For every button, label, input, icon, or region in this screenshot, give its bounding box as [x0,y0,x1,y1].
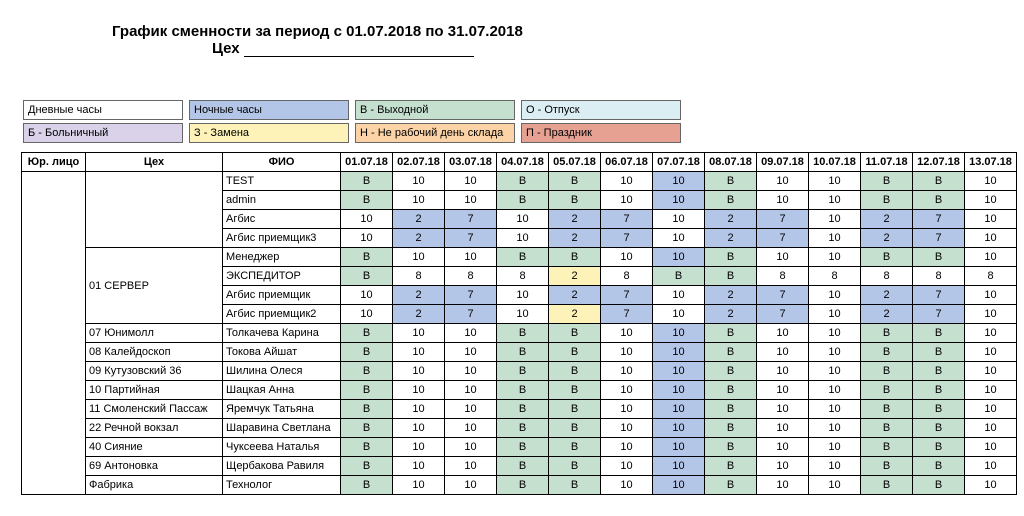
shift-cell[interactable]: В [705,172,757,191]
shift-cell[interactable]: 10 [393,457,445,476]
table-row [22,400,1017,419]
shift-cell[interactable]: В [913,419,965,438]
header-date: 01.07.18 [341,153,393,172]
shift-cell[interactable]: 7 [757,286,809,305]
shift-cell[interactable]: 10 [393,324,445,343]
shift-cell[interactable]: 7 [913,229,965,248]
shift-cell[interactable]: 10 [757,400,809,419]
shift-cell[interactable]: 10 [965,248,1017,267]
shift-cell[interactable]: 10 [965,305,1017,324]
shift-cell[interactable]: В [913,476,965,495]
shift-cell[interactable]: 2 [705,210,757,229]
shift-cell[interactable]: В [705,419,757,438]
shift-cell[interactable]: В [913,438,965,457]
shift-cell[interactable]: 2 [549,229,601,248]
shift-cell[interactable]: В [497,324,549,343]
shift-cell[interactable]: В [913,457,965,476]
title-shop-label: Цех [212,40,240,57]
shift-cell[interactable]: В [861,419,913,438]
shift-cell[interactable]: 2 [861,305,913,324]
fio-cell[interactable]: Шацкая Анна [223,381,341,400]
shift-cell[interactable]: 10 [965,172,1017,191]
header-date: 10.07.18 [809,153,861,172]
shift-cell[interactable]: 10 [757,476,809,495]
shift-cell[interactable]: 7 [445,286,497,305]
shift-cell[interactable]: 10 [809,305,861,324]
shift-cell[interactable]: В [861,191,913,210]
shift-cell[interactable]: В [861,457,913,476]
shift-cell[interactable]: 10 [393,362,445,381]
shift-cell[interactable]: В [861,400,913,419]
shift-cell[interactable]: 2 [393,210,445,229]
shift-cell[interactable]: 8 [445,267,497,286]
shift-cell[interactable]: 7 [601,210,653,229]
shift-cell[interactable]: 2 [393,305,445,324]
shift-cell[interactable]: 10 [653,381,705,400]
shift-cell[interactable]: В [913,172,965,191]
shift-cell[interactable]: 10 [393,400,445,419]
header-date: 04.07.18 [497,153,549,172]
shift-cell[interactable]: В [705,343,757,362]
shift-schedule-table [21,152,1017,495]
shift-cell[interactable]: В [341,438,393,457]
fio-cell[interactable]: Менеджер [223,248,341,267]
shift-cell[interactable]: 10 [601,381,653,400]
shift-cell[interactable]: В [341,267,393,286]
shift-cell[interactable]: 10 [653,324,705,343]
header-shop: Цех [86,153,223,172]
shift-cell[interactable]: 2 [861,210,913,229]
shift-cell[interactable]: 2 [549,267,601,286]
shift-cell[interactable]: 10 [393,381,445,400]
shift-cell[interactable]: 10 [653,210,705,229]
shift-cell[interactable]: 10 [809,457,861,476]
legend-item: Ночные часы [189,100,349,120]
shop-cell[interactable]: 09 Кутузовский 36 [86,362,223,381]
legend-item: Б - Больничный [23,123,183,143]
shift-cell[interactable]: 8 [965,267,1017,286]
shift-cell[interactable]: В [341,191,393,210]
shop-cell[interactable]: 07 Юнимолл [86,324,223,343]
shift-cell[interactable]: 10 [809,343,861,362]
legend-item: О - Отпуск [521,100,681,120]
shift-cell[interactable]: В [913,381,965,400]
shift-cell[interactable]: 10 [653,343,705,362]
shift-cell[interactable]: 10 [757,457,809,476]
shift-cell[interactable]: 10 [445,381,497,400]
report-title [112,23,592,57]
fio-cell[interactable]: admin [223,191,341,210]
shift-cell[interactable]: 8 [757,267,809,286]
shop-cell[interactable]: 40 Сияние [86,438,223,457]
shift-cell[interactable]: В [341,324,393,343]
shift-cell[interactable]: 2 [393,286,445,305]
shift-cell[interactable]: 7 [601,286,653,305]
header-date: 12.07.18 [913,153,965,172]
shift-cell[interactable]: 10 [653,457,705,476]
legend-row [23,100,687,120]
shift-cell[interactable]: 8 [913,267,965,286]
fio-cell[interactable]: Токова Айшат [223,343,341,362]
header-date: 07.07.18 [653,153,705,172]
shift-cell[interactable]: 10 [965,191,1017,210]
shift-cell[interactable]: 10 [809,324,861,343]
shift-cell[interactable]: 10 [965,457,1017,476]
shift-cell[interactable]: 10 [497,210,549,229]
shift-cell[interactable]: 2 [393,229,445,248]
shift-cell[interactable]: В [549,172,601,191]
fio-cell[interactable]: Шаравина Светлана [223,419,341,438]
shift-cell[interactable]: В [497,172,549,191]
shift-cell[interactable]: 10 [653,400,705,419]
shift-cell[interactable]: В [497,248,549,267]
header-date: 06.07.18 [601,153,653,172]
shift-cell[interactable]: В [497,343,549,362]
shift-cell[interactable]: В [549,438,601,457]
legend-item: Н - Не рабочий день склада [355,123,515,143]
shift-cell[interactable]: 8 [809,267,861,286]
header-date: 11.07.18 [861,153,913,172]
shift-cell[interactable]: В [341,381,393,400]
shop-blank-line [244,42,474,57]
header-date: 05.07.18 [549,153,601,172]
table-row [22,438,1017,457]
shift-cell[interactable]: 10 [757,419,809,438]
shift-cell[interactable]: В [913,248,965,267]
shift-cell[interactable]: В [341,419,393,438]
shift-cell[interactable]: 10 [393,343,445,362]
shift-cell[interactable]: 10 [497,229,549,248]
shift-cell[interactable]: 10 [445,400,497,419]
fio-cell[interactable]: Чуксеева Наталья [223,438,341,457]
fio-cell[interactable]: Щербакова Равиля [223,457,341,476]
shift-cell[interactable]: 10 [809,191,861,210]
shift-cell[interactable]: 10 [341,286,393,305]
shift-cell[interactable]: 10 [445,172,497,191]
shift-cell[interactable]: 10 [653,362,705,381]
shift-cell[interactable]: 10 [653,438,705,457]
shift-cell[interactable]: 10 [601,343,653,362]
shift-cell[interactable]: 10 [445,343,497,362]
shift-cell[interactable]: 10 [965,286,1017,305]
header-row [22,153,1017,172]
table-row [22,476,1017,495]
shift-cell[interactable]: 10 [445,324,497,343]
shift-cell[interactable]: В [861,362,913,381]
fio-cell[interactable]: Шилина Олеся [223,362,341,381]
shift-cell[interactable]: 10 [445,248,497,267]
shift-cell[interactable]: 2 [861,229,913,248]
shift-cell[interactable]: 2 [705,305,757,324]
shift-cell[interactable]: 10 [601,172,653,191]
shift-cell[interactable]: В [549,457,601,476]
shift-cell[interactable]: В [861,172,913,191]
shift-cell[interactable]: 10 [809,419,861,438]
shift-cell[interactable]: В [341,362,393,381]
shift-cell[interactable]: 10 [757,438,809,457]
shift-cell[interactable]: В [549,362,601,381]
shift-cell[interactable]: 7 [913,305,965,324]
shift-cell[interactable]: В [341,248,393,267]
fio-cell[interactable]: Агбис приемщик [223,286,341,305]
shift-cell[interactable]: 7 [445,229,497,248]
shop-cell[interactable]: 11 Смоленский Пассаж [86,400,223,419]
shift-cell[interactable]: 2 [705,286,757,305]
shift-cell[interactable]: 10 [393,419,445,438]
shift-cell[interactable]: В [497,191,549,210]
shift-cell[interactable]: В [861,476,913,495]
shop-cell[interactable]: 08 Калейдоскоп [86,343,223,362]
fio-cell[interactable]: TEST [223,172,341,191]
fio-cell[interactable]: Агбис приемщик3 [223,229,341,248]
shift-cell[interactable]: 7 [757,210,809,229]
shift-cell[interactable]: 10 [757,381,809,400]
shift-cell[interactable]: 10 [497,286,549,305]
shift-cell[interactable]: 10 [393,172,445,191]
shift-cell[interactable]: 10 [653,172,705,191]
shift-cell[interactable]: В [549,191,601,210]
shift-cell[interactable]: 7 [445,210,497,229]
shift-cell[interactable]: 10 [445,457,497,476]
table-row [22,172,1017,191]
shift-cell[interactable]: 10 [601,419,653,438]
shift-cell[interactable]: 10 [965,210,1017,229]
shift-cell[interactable]: 10 [653,476,705,495]
shift-cell[interactable]: В [861,324,913,343]
shift-cell[interactable]: 8 [601,267,653,286]
shift-cell[interactable]: 2 [705,229,757,248]
shop-cell[interactable] [86,172,223,248]
shift-cell[interactable]: В [497,362,549,381]
shift-cell[interactable]: В [549,343,601,362]
shift-cell[interactable]: 10 [809,381,861,400]
shop-cell[interactable]: 01 СЕРВЕР [86,248,223,324]
shift-cell[interactable]: 10 [757,343,809,362]
shift-cell[interactable]: 7 [601,229,653,248]
shift-cell[interactable]: 10 [757,191,809,210]
shift-cell[interactable]: 10 [757,172,809,191]
shift-cell[interactable]: В [497,381,549,400]
shift-cell[interactable]: 10 [809,286,861,305]
shift-cell[interactable]: 10 [393,438,445,457]
table-row [22,324,1017,343]
shift-cell[interactable]: 10 [809,400,861,419]
fio-cell[interactable]: Агбис приемщик2 [223,305,341,324]
shift-cell[interactable]: 10 [965,476,1017,495]
shift-cell[interactable]: 2 [549,286,601,305]
fio-cell[interactable]: Толкачева Карина [223,324,341,343]
shift-cell[interactable]: В [549,324,601,343]
shift-cell[interactable]: 8 [497,267,549,286]
shift-cell[interactable]: 7 [757,305,809,324]
shift-cell[interactable]: В [705,191,757,210]
shift-cell[interactable]: В [861,381,913,400]
shift-cell[interactable]: 7 [913,210,965,229]
shift-cell[interactable]: В [497,457,549,476]
shift-cell[interactable]: 10 [601,438,653,457]
shift-cell[interactable]: 2 [549,305,601,324]
shift-cell[interactable]: В [549,419,601,438]
shift-cell[interactable]: 7 [913,286,965,305]
shift-cell[interactable]: 10 [965,400,1017,419]
shift-cell[interactable]: В [497,438,549,457]
shift-cell[interactable]: 10 [757,362,809,381]
fio-cell[interactable]: Технолог [223,476,341,495]
shop-cell[interactable]: 69 Антоновка [86,457,223,476]
shift-cell[interactable]: В [913,362,965,381]
shift-cell[interactable]: 10 [341,210,393,229]
shift-cell[interactable]: 10 [965,343,1017,362]
shift-cell[interactable]: В [705,248,757,267]
shift-cell[interactable]: В [705,324,757,343]
shift-cell[interactable]: В [913,400,965,419]
fio-cell[interactable]: ЭКСПЕДИТОР [223,267,341,286]
entity-cell [22,172,86,495]
shift-cell[interactable]: В [705,476,757,495]
fio-cell[interactable]: Агбис [223,210,341,229]
shift-cell[interactable]: В [549,476,601,495]
legend-item: Дневные часы [23,100,183,120]
shift-cell[interactable]: 7 [757,229,809,248]
shift-cell[interactable]: 8 [861,267,913,286]
shift-cell[interactable]: 10 [809,362,861,381]
table-row [22,419,1017,438]
fio-cell[interactable]: Яремчук Татьяна [223,400,341,419]
shift-cell[interactable]: 10 [341,229,393,248]
shift-cell[interactable]: 10 [393,248,445,267]
shift-cell[interactable]: 10 [965,419,1017,438]
shift-cell[interactable]: 10 [445,362,497,381]
shift-cell[interactable]: 10 [965,229,1017,248]
shift-cell[interactable]: 10 [809,210,861,229]
shift-cell[interactable]: 10 [757,248,809,267]
shift-cell[interactable]: 10 [809,438,861,457]
shift-cell[interactable]: В [549,400,601,419]
shift-cell[interactable]: 10 [653,191,705,210]
shift-cell[interactable]: 10 [445,191,497,210]
shift-cell[interactable]: В [705,438,757,457]
header-date: 03.07.18 [445,153,497,172]
shift-cell[interactable]: 10 [653,286,705,305]
shift-cell[interactable]: 10 [965,438,1017,457]
legend-item: П - Праздник [521,123,681,143]
header-fio: ФИО [223,153,341,172]
shift-cell[interactable]: В [861,248,913,267]
shift-cell[interactable]: В [341,172,393,191]
shift-cell[interactable]: 10 [445,419,497,438]
shift-cell[interactable]: В [497,400,549,419]
header-date: 08.07.18 [705,153,757,172]
shift-cell[interactable]: 10 [445,438,497,457]
header-entity: Юр. лицо [22,153,86,172]
shift-cell[interactable]: В [861,343,913,362]
shift-cell[interactable]: В [705,362,757,381]
shift-cell[interactable]: 10 [809,172,861,191]
shop-cell[interactable]: 22 Речной вокзал [86,419,223,438]
shift-cell[interactable]: 10 [601,324,653,343]
legend-item: В - Выходной [355,100,515,120]
shift-cell[interactable]: В [341,457,393,476]
shift-cell[interactable]: 10 [393,476,445,495]
header-date: 09.07.18 [757,153,809,172]
table-row [22,457,1017,476]
shift-cell[interactable]: В [913,191,965,210]
shift-cell[interactable]: 8 [393,267,445,286]
legend-row [23,123,687,143]
shift-cell[interactable]: В [497,476,549,495]
shift-cell[interactable]: 10 [653,419,705,438]
shift-cell[interactable]: В [705,267,757,286]
table-row [22,343,1017,362]
title-period: График сменности за период с 01.07.2018 по 31.07.2018 [112,23,523,40]
legend-item: З - Замена [189,123,349,143]
shift-cell[interactable]: В [549,248,601,267]
shift-cell[interactable]: В [705,381,757,400]
shift-cell[interactable]: 10 [601,400,653,419]
table-row [22,362,1017,381]
shift-cell[interactable]: 10 [965,362,1017,381]
shift-cell[interactable]: 10 [809,229,861,248]
shift-cell[interactable]: 10 [653,229,705,248]
shift-cell[interactable]: В [497,419,549,438]
shift-cell[interactable]: 10 [965,381,1017,400]
shift-cell[interactable]: 10 [653,248,705,267]
shift-cell[interactable]: В [549,381,601,400]
shift-cell[interactable]: 10 [601,248,653,267]
shift-cell[interactable]: 10 [601,191,653,210]
shift-cell[interactable]: 7 [445,305,497,324]
shift-cell[interactable]: В [913,324,965,343]
shift-cell[interactable]: В [913,343,965,362]
shift-cell[interactable]: 2 [861,286,913,305]
shift-cell[interactable]: 2 [549,210,601,229]
shift-cell[interactable]: В [341,476,393,495]
shift-cell[interactable]: 10 [445,476,497,495]
shift-cell[interactable]: В [705,400,757,419]
shift-cell[interactable]: 10 [809,248,861,267]
header-date: 02.07.18 [393,153,445,172]
shift-cell[interactable]: В [341,400,393,419]
shop-cell[interactable]: Фабрика [86,476,223,495]
shift-cell[interactable]: 10 [653,305,705,324]
shop-cell[interactable]: 10 Партийная [86,381,223,400]
shift-cell[interactable]: 10 [757,324,809,343]
header-date: 13.07.18 [965,153,1017,172]
shift-cell[interactable]: 10 [497,305,549,324]
table-row [22,381,1017,400]
shift-cell[interactable]: 10 [341,305,393,324]
shift-cell[interactable]: В [705,457,757,476]
shift-cell[interactable]: 10 [809,476,861,495]
shift-cell[interactable]: В [653,267,705,286]
color-legend [23,100,687,146]
shift-cell[interactable]: 10 [393,191,445,210]
shift-cell[interactable]: 10 [601,457,653,476]
shift-cell[interactable]: 10 [601,476,653,495]
title-shop-line [112,40,592,57]
table-row [22,248,1017,267]
shift-cell[interactable]: 10 [965,324,1017,343]
shift-cell[interactable]: В [341,343,393,362]
shift-cell[interactable]: 7 [601,305,653,324]
shift-cell[interactable]: В [861,438,913,457]
shift-cell[interactable]: 10 [601,362,653,381]
